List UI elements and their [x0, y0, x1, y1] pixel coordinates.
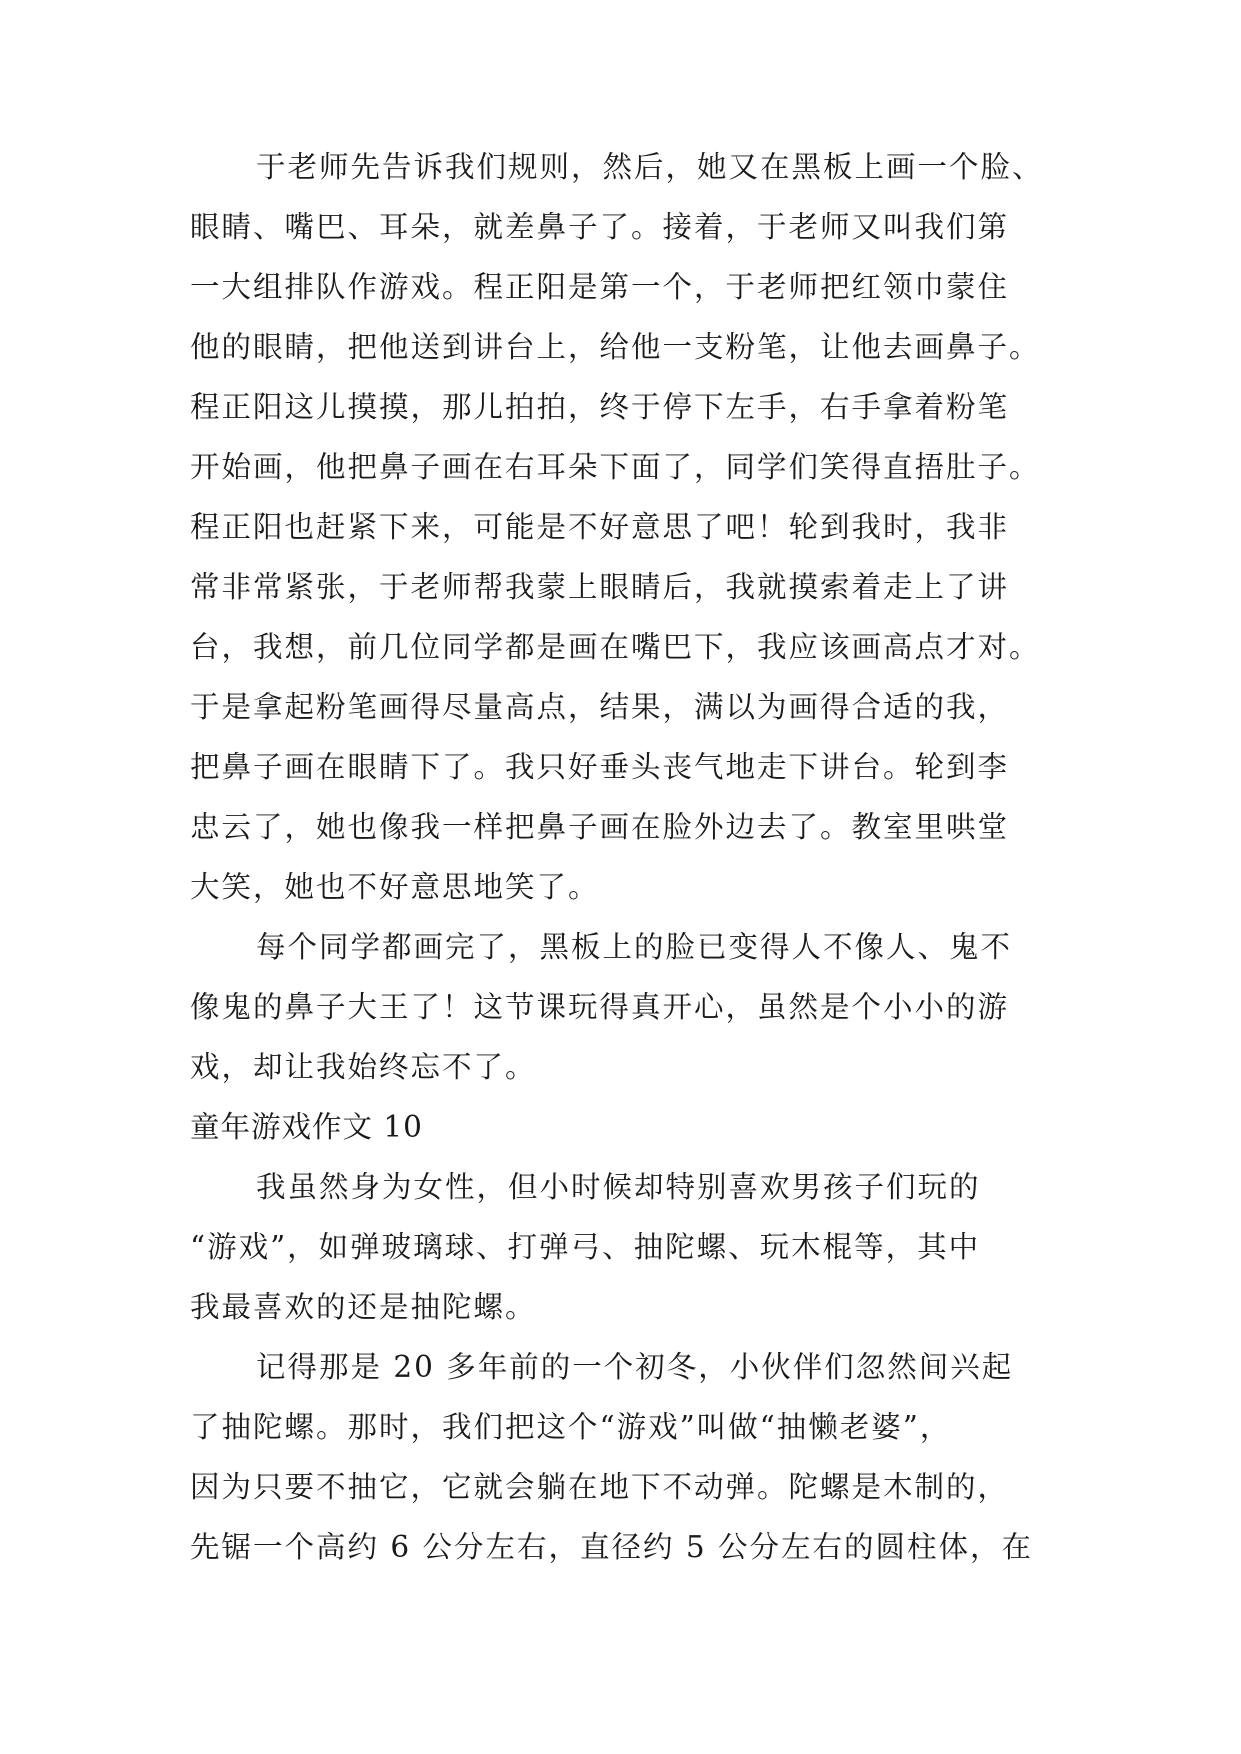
- paragraph-1-line-9: 台，我想，前几位同学都是画在嘴巴下，我应该画高点才对。: [190, 630, 1041, 664]
- paragraph-3-line-1: 我虽然身为女性，但小时候却特别喜欢男孩子们玩的: [256, 1170, 981, 1204]
- paragraph-4-line-1: 记得那是 20 多年前的一个初冬，小伙伴们忽然间兴起: [256, 1350, 1014, 1384]
- paragraph-4-line-2: 了抽陀螺。那时，我们把这个“游戏”叫做“抽懒老婆”，: [190, 1410, 952, 1444]
- paragraph-1-line-4: 他的眼睛，把他送到讲台上，给他一支粉笔，让他去画鼻子。: [190, 330, 1041, 364]
- paragraph-1-line-3: 一大组排队作游戏。程正阳是第一个，于老师把红领巾蒙住: [190, 270, 1010, 304]
- paragraph-1-line-6: 开始画，他把鼻子画在右耳朵下面了，同学们笑得直捂肚子。: [190, 450, 1041, 484]
- paragraph-4-line-4: 先锯一个高约 6 公分左右，直径约 5 公分左右的圆柱体，在: [190, 1530, 1034, 1564]
- paragraph-3-line-2: “游戏”，如弹玻璃球、打弹弓、抽陀螺、玩木棍等，其中: [190, 1230, 981, 1264]
- paragraph-2-line-1: 每个同学都画完了，黑板上的脸已变得人不像人、鬼不: [256, 930, 1013, 964]
- paragraph-1-line-12: 忠云了，她也像我一样把鼻子画在脸外边去了。教室里哄堂: [190, 810, 1010, 844]
- paragraph-2-line-3: 戏，却让我始终忘不了。: [190, 1050, 537, 1084]
- paragraph-4-line-3: 因为只要不抽它，它就会躺在地下不动弹。陀螺是木制的，: [190, 1470, 1010, 1504]
- section-heading: 童年游戏作文 10: [190, 1110, 423, 1144]
- paragraph-1-line-2: 眼睛、嘴巴、耳朵，就差鼻子了。接着，于老师又叫我们第: [190, 210, 1010, 244]
- paragraph-1-line-13: 大笑，她也不好意思地笑了。: [190, 870, 600, 904]
- paragraph-1-line-7: 程正阳也赶紧下来，可能是不好意思了吧！轮到我时，我非: [190, 510, 1010, 544]
- paragraph-1-line-1: 于老师先告诉我们规则，然后，她又在黑板上画一个脸、: [256, 150, 1044, 184]
- paragraph-1-line-8: 常非常紧张，于老师帮我蒙上眼睛后，我就摸索着走上了讲: [190, 570, 1010, 604]
- paragraph-2-line-2: 像鬼的鼻子大王了！这节课玩得真开心，虽然是个小小的游: [190, 990, 1010, 1024]
- paragraph-1-line-11: 把鼻子画在眼睛下了。我只好垂头丧气地走下讲台。轮到李: [190, 750, 1010, 784]
- paragraph-1-line-10: 于是拿起粉笔画得尽量高点，结果，满以为画得合适的我，: [190, 690, 1010, 724]
- paragraph-1-line-5: 程正阳这儿摸摸，那儿拍拍，终于停下左手，右手拿着粉笔: [190, 390, 1010, 424]
- paragraph-3-line-3: 我最喜欢的还是抽陀螺。: [190, 1290, 537, 1324]
